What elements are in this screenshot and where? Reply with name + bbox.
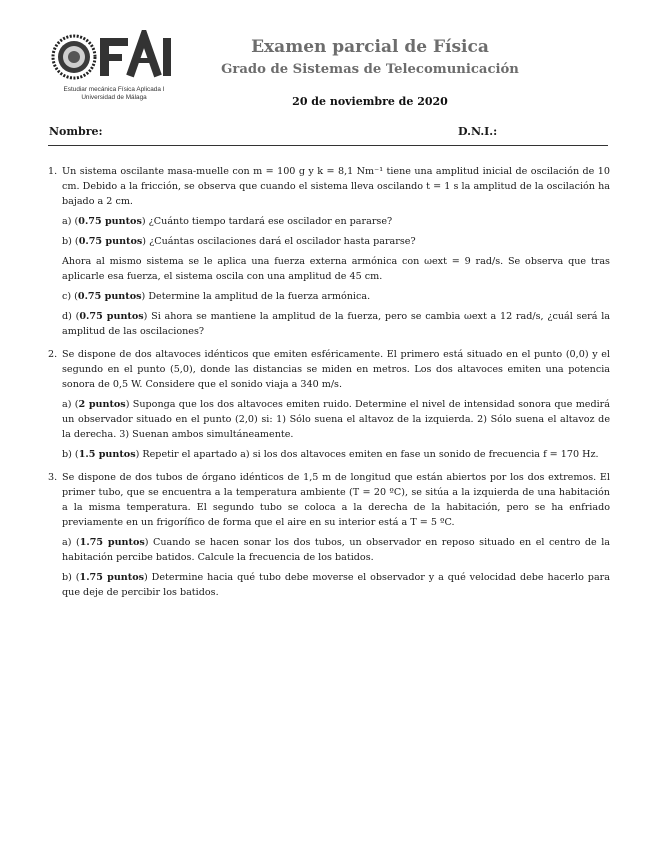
exam-subtitle: Grado de Sistemas de Telecomunicación [221,62,519,77]
header-divider [48,145,608,146]
problem-part-d: d) (0.75 puntos) Si ahora se mantiene la amplitud de la fuerza, pero se cambia ωext a 12 rad/s, ¿cuál será la amplitud de las oscilaciones? [62,311,610,337]
problem-part-a: a) (1.75 puntos) Cuando se hacen sonar los dos tubos, un observador en reposo situado en el centro de la habitación percibe batidos. Calcule la frecuencia de los batidos. [62,537,610,563]
problem-statement: Un sistema oscilante masa-muelle con m = 100 g y k = 8,1 Nm⁻¹ tiene una amplitud inicial de oscilación de 10 cm. Debido a la fricción, se observa que cuando el sistema lleva oscilando t = 1 s la amplitud de la oscilación ha bajado a 2 cm. [62,166,610,207]
problem-part-b: b) (1.75 puntos) Determine hacia qué tubo debe moverse el observador y a qué velocidad debe hacerlo para que deje de percibir los batidos. [62,572,610,598]
problem-part-a: a) (2 puntos) Suponga que los dos altavoces emiten ruido. Determine el nivel de intensidad sonora que medirá un observador situado en el punto (2,0) si: 1) Sólo suena el altavoz de la izquierda. 2) Sólo suena el altavoz de la derecha. 3) Suenan ambos simultáneamente. [62,399,610,440]
problem-number: 2. [48,349,58,360]
university-logo [50,30,178,104]
problem-1 [48,164,610,339]
problem-part-c: c) (0.75 puntos) Determine la amplitud de la fuerza armónica. [62,291,371,302]
logo-caption-university: Universidad de Málaga [81,94,147,101]
department-emblem-icon [50,30,178,88]
problem-statement-continued: Ahora al mismo sistema se le aplica una fuerza externa armónica con ωext = 9 rad/s. Se observa que tras aplicarle esa fuerza, el sistema oscila con una amplitud de 45 cm. [62,256,610,282]
problem-3 [48,470,610,600]
problem-2 [48,347,610,462]
problem-number: 1. [48,166,58,177]
exam-title: Examen parcial de Física [251,37,489,57]
problem-statement: Se dispone de dos tubos de órgano idénticos de 1,5 m de longitud que están abiertos por los dos extremos. El primer tubo, que se encuentra a la temperatura ambiente (T = 20 ºC), se sitúa a la izquierda de una habitación a la misma temperatura. El segundo tubo se coloca a la derecha de la habitación, pero se ha enfriado previamente en un frigorífico de forma que el aire en su interior está a T = 5 ºC. [62,472,610,528]
problem-part-a: a) (0.75 puntos) ¿Cuánto tiempo tardará ese oscilador en pararse? [62,216,393,227]
dni-field-label: D.N.I.: [458,125,498,138]
problem-part-b: b) (1.5 puntos) Repetir el apartado a) si los dos altavoces emiten en fase un sonido de frecuencia f = 170 Hz. [62,449,599,460]
problem-part-b: b) (0.75 puntos) ¿Cuántas oscilaciones dará el oscilador hasta pararse? [62,236,416,247]
problem-statement: Se dispone de dos altavoces idénticos que emiten esféricamente. El primero está situado en el punto (0,0) y el segundo en el punto (5,0), donde las distancias se miden en metros. Los dos altavoces emiten una potencia sonora de 0,5 W. Considere que el sonido viaja a 340 m/s. [62,349,610,390]
problems-list [48,164,610,608]
problem-number: 3. [48,472,58,483]
exam-date: 20 de noviembre de 2020 [292,95,448,108]
logo-caption-department: Estudiar mecánica Física Aplicada I [63,86,165,93]
name-field-label: Nombre: [49,125,103,138]
